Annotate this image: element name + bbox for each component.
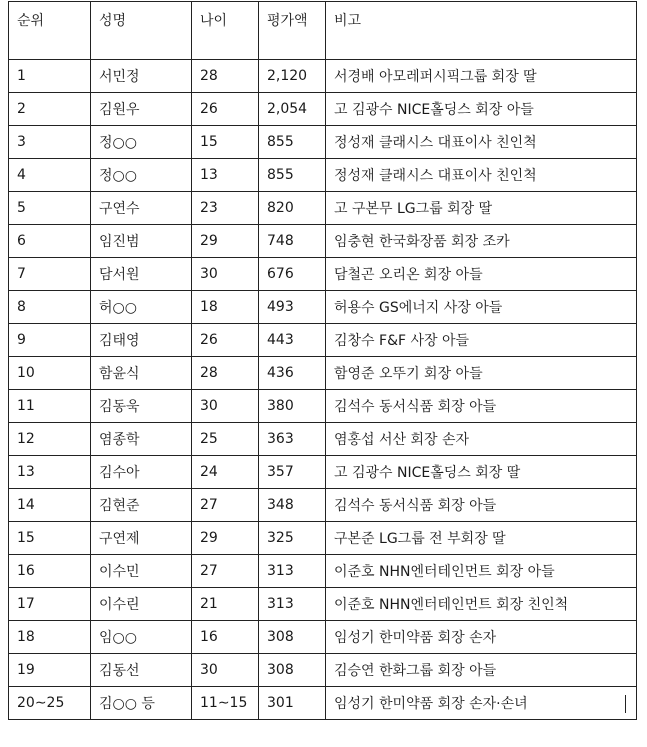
header-note: 비고 xyxy=(326,2,637,60)
cell-note: 임성기 한미약품 회장 손자 xyxy=(326,621,637,654)
cell-note: 임충현 한국화장품 회장 조카 xyxy=(326,225,637,258)
table-row xyxy=(9,60,637,93)
cell-name: 김동욱 xyxy=(91,390,192,423)
cell-rank: 10 xyxy=(9,357,91,390)
cell-age: 18 xyxy=(192,291,259,324)
cell-value: 308 xyxy=(259,621,326,654)
cell-rank: 15 xyxy=(9,522,91,555)
cell-age: 27 xyxy=(192,555,259,588)
cell-note: 고 김광수 NICE홀딩스 회장 아들 xyxy=(326,93,637,126)
table-row xyxy=(9,522,637,555)
cell-value: 443 xyxy=(259,324,326,357)
cell-name: 구연제 xyxy=(91,522,192,555)
cell-note: 김석수 동서식품 회장 아들 xyxy=(326,390,637,423)
cell-value: 313 xyxy=(259,555,326,588)
cell-name: 서민정 xyxy=(91,60,192,93)
cell-rank: 13 xyxy=(9,456,91,489)
text-cursor xyxy=(625,695,626,713)
table-row xyxy=(9,324,637,357)
cell-note: 허용수 GS에너지 사장 아들 xyxy=(326,291,637,324)
table-row xyxy=(9,126,637,159)
table-row xyxy=(9,489,637,522)
cell-value: 855 xyxy=(259,159,326,192)
cell-note: 정성재 클래시스 대표이사 친인척 xyxy=(326,126,637,159)
cell-name: 정○○ xyxy=(91,126,192,159)
cell-age: 28 xyxy=(192,60,259,93)
table-row xyxy=(9,390,637,423)
header-row xyxy=(9,2,637,60)
cell-value: 313 xyxy=(259,588,326,621)
cell-value: 2,054 xyxy=(259,93,326,126)
cell-age: 11∼15 xyxy=(192,687,259,720)
cell-note: 김승연 한화그룹 회장 아들 xyxy=(326,654,637,687)
table-row xyxy=(9,159,637,192)
cell-age: 26 xyxy=(192,324,259,357)
cell-age: 30 xyxy=(192,654,259,687)
cell-name: 김현준 xyxy=(91,489,192,522)
cell-note: 김석수 동서식품 회장 아들 xyxy=(326,489,637,522)
cell-note: 고 김광수 NICE홀딩스 회장 딸 xyxy=(326,456,637,489)
cell-age: 30 xyxy=(192,390,259,423)
cell-rank: 4 xyxy=(9,159,91,192)
cell-age: 27 xyxy=(192,489,259,522)
young-shareholders-table xyxy=(8,1,637,720)
cell-rank: 7 xyxy=(9,258,91,291)
cell-value: 325 xyxy=(259,522,326,555)
cell-age: 30 xyxy=(192,258,259,291)
cell-rank: 19 xyxy=(9,654,91,687)
cell-age: 23 xyxy=(192,192,259,225)
cell-rank: 3 xyxy=(9,126,91,159)
cell-name: 김동선 xyxy=(91,654,192,687)
cell-name: 허○○ xyxy=(91,291,192,324)
cell-age: 25 xyxy=(192,423,259,456)
cell-value: 676 xyxy=(259,258,326,291)
header-rank: 순위 xyxy=(9,2,91,60)
cell-age: 15 xyxy=(192,126,259,159)
cell-note: 이준호 NHN엔터테인먼트 회장 친인척 xyxy=(326,588,637,621)
cell-name: 임○○ xyxy=(91,621,192,654)
cell-note: 염홍섭 서산 회장 손자 xyxy=(326,423,637,456)
table-row xyxy=(9,192,637,225)
cell-rank: 8 xyxy=(9,291,91,324)
cell-value: 748 xyxy=(259,225,326,258)
cell-name: 정○○ xyxy=(91,159,192,192)
table-row xyxy=(9,357,637,390)
cell-value: 348 xyxy=(259,489,326,522)
header-name: 성명 xyxy=(91,2,192,60)
cell-age: 29 xyxy=(192,522,259,555)
cell-note: 임성기 한미약품 회장 손자·손녀 xyxy=(326,687,637,720)
cell-name: 김태영 xyxy=(91,324,192,357)
cell-rank: 9 xyxy=(9,324,91,357)
cell-value: 301 xyxy=(259,687,326,720)
cell-name: 김수아 xyxy=(91,456,192,489)
cell-value: 436 xyxy=(259,357,326,390)
table-row xyxy=(9,258,637,291)
cell-note: 김창수 F&F 사장 아들 xyxy=(326,324,637,357)
table-row xyxy=(9,654,637,687)
cell-note: 함영준 오뚜기 회장 아들 xyxy=(326,357,637,390)
cell-name: 함윤식 xyxy=(91,357,192,390)
cell-note: 담철곤 오리온 회장 아들 xyxy=(326,258,637,291)
table-row xyxy=(9,291,637,324)
cell-value: 357 xyxy=(259,456,326,489)
cell-age: 28 xyxy=(192,357,259,390)
cell-rank: 16 xyxy=(9,555,91,588)
cell-note: 구본준 LG그룹 전 부회장 딸 xyxy=(326,522,637,555)
cell-name: 김원우 xyxy=(91,93,192,126)
table-row xyxy=(9,225,637,258)
table-row xyxy=(9,555,637,588)
cell-rank: 11 xyxy=(9,390,91,423)
cell-note: 정성재 클래시스 대표이사 친인척 xyxy=(326,159,637,192)
cell-value: 820 xyxy=(259,192,326,225)
table-row xyxy=(9,687,637,720)
cell-value: 855 xyxy=(259,126,326,159)
cell-rank: 20∼25 xyxy=(9,687,91,720)
table-row xyxy=(9,93,637,126)
cell-rank: 5 xyxy=(9,192,91,225)
cell-age: 21 xyxy=(192,588,259,621)
cell-rank: 14 xyxy=(9,489,91,522)
cell-name: 임진범 xyxy=(91,225,192,258)
cell-age: 24 xyxy=(192,456,259,489)
table-row xyxy=(9,423,637,456)
cell-value: 2,120 xyxy=(259,60,326,93)
cell-name: 구연수 xyxy=(91,192,192,225)
cell-name: 이수린 xyxy=(91,588,192,621)
cell-rank: 6 xyxy=(9,225,91,258)
cell-name: 담서원 xyxy=(91,258,192,291)
table-row xyxy=(9,621,637,654)
cell-name: 김○○ 등 xyxy=(91,687,192,720)
cell-rank: 12 xyxy=(9,423,91,456)
cell-note: 서경배 아모레퍼시픽그룹 회장 딸 xyxy=(326,60,637,93)
cell-age: 29 xyxy=(192,225,259,258)
cell-value: 493 xyxy=(259,291,326,324)
cell-rank: 18 xyxy=(9,621,91,654)
cell-value: 380 xyxy=(259,390,326,423)
cell-note: 고 구본무 LG그룹 회장 딸 xyxy=(326,192,637,225)
cell-age: 26 xyxy=(192,93,259,126)
cell-rank: 17 xyxy=(9,588,91,621)
header-age: 나이 xyxy=(192,2,259,60)
cell-value: 363 xyxy=(259,423,326,456)
cell-note: 이준호 NHN엔터테인먼트 회장 아들 xyxy=(326,555,637,588)
cell-age: 16 xyxy=(192,621,259,654)
cell-rank: 1 xyxy=(9,60,91,93)
cell-name: 이수민 xyxy=(91,555,192,588)
cell-age: 13 xyxy=(192,159,259,192)
cell-value: 308 xyxy=(259,654,326,687)
document-page xyxy=(8,1,637,720)
cell-name: 염종학 xyxy=(91,423,192,456)
cell-rank: 2 xyxy=(9,93,91,126)
table-row xyxy=(9,456,637,489)
table-row xyxy=(9,588,637,621)
header-value: 평가액 xyxy=(259,2,326,60)
